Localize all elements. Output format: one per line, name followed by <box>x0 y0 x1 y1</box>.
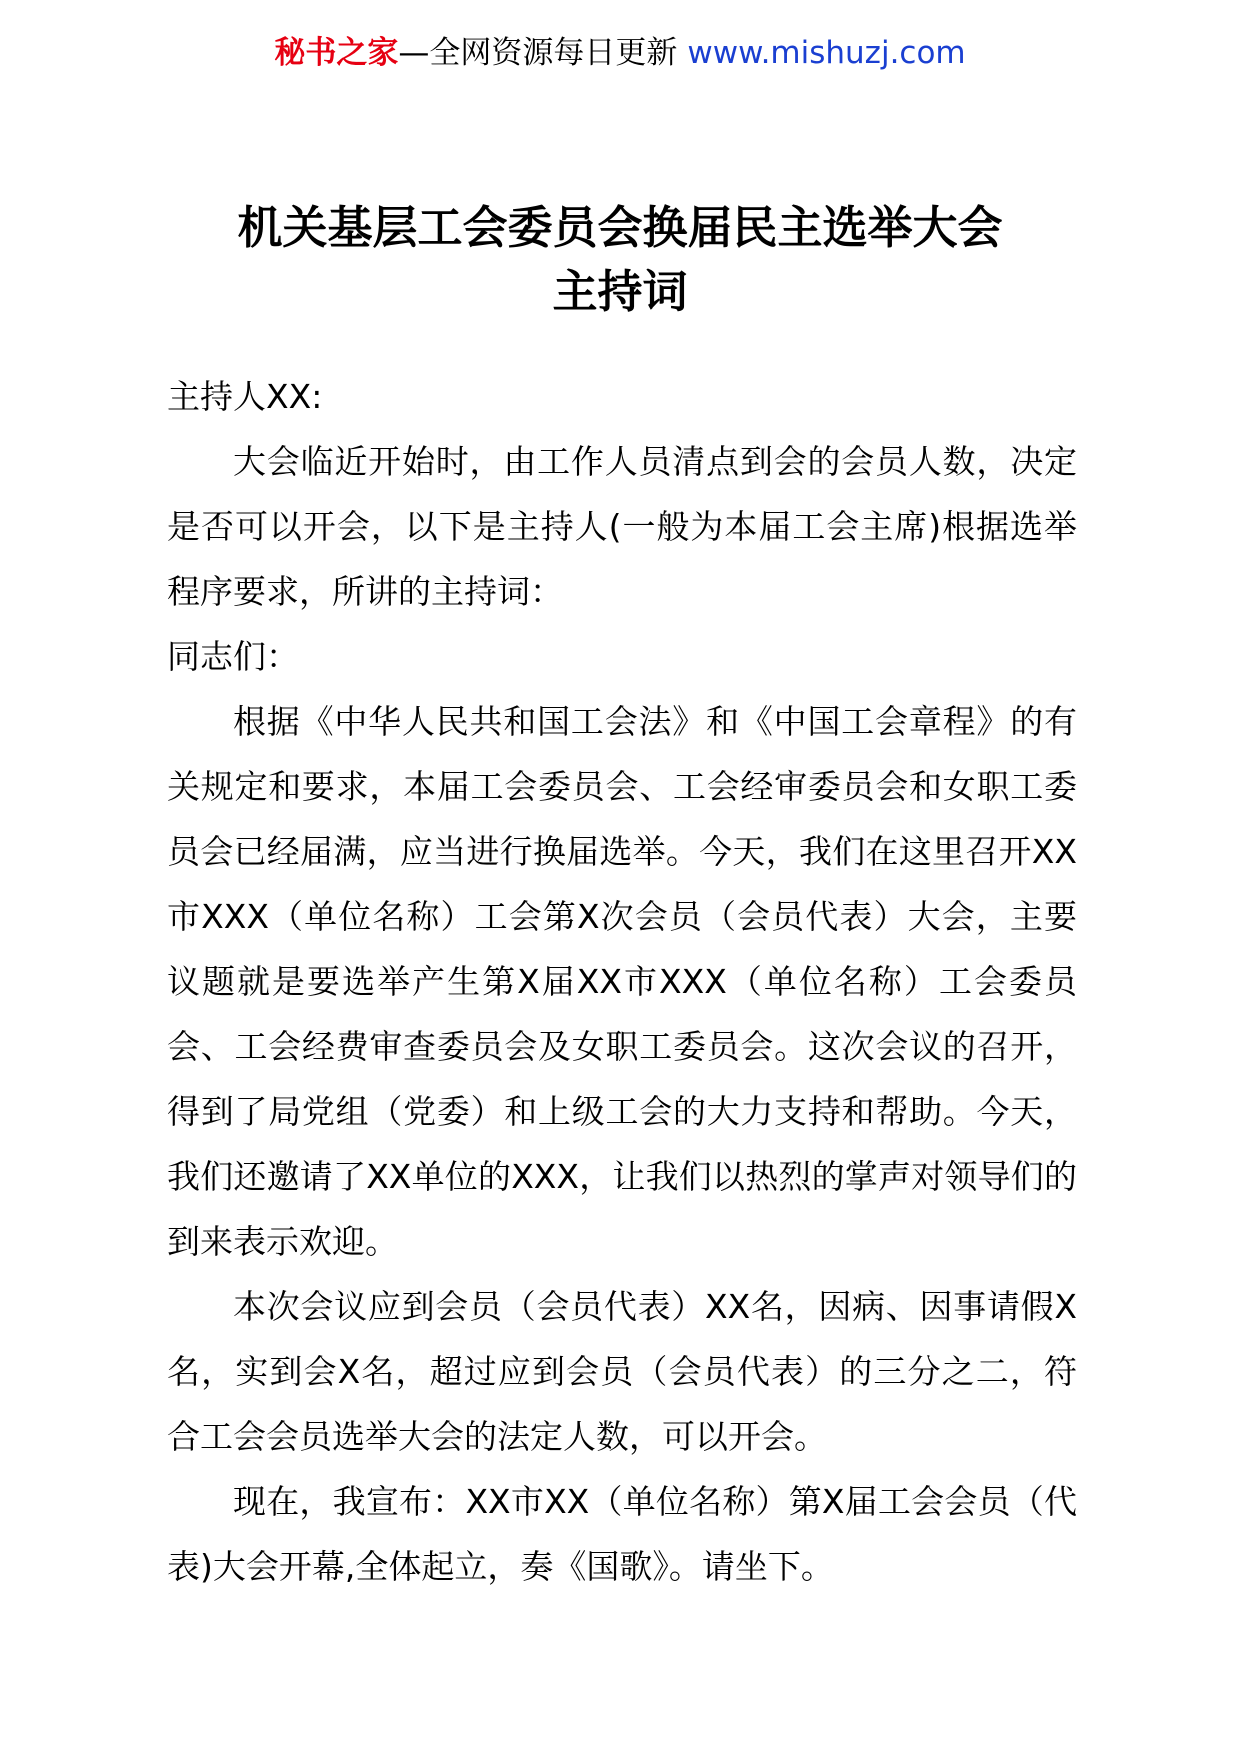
document-title <box>0 196 1240 324</box>
paragraph-background: 根据《中华人民共和国工会法》和《中国工会章程》的有关规定和要求，本届工会委员会、工会经审委员会和女职工委员会已经届满，应当进行换届选举。今天，我们在这里召开XX市XXX（单位名称）工会第X次会员（会员代表）大会，主要议题就是要选举产生第X届XX市XXX（单位名称）工会委员会、工会经费审查委员会及女职工委员会。这次会议的召开，得到了局党组（党委）和上级工会的大力支持和帮助。今天，我们还邀请了XX单位的XXX，让我们以热烈的掌声对领导们的到来表示欢迎。 <box>167 702 1077 1261</box>
greeting: 同志们： <box>167 637 299 676</box>
paragraph-opening: 现在，我宣布：XX市XX（单位名称）第X届工会会员（代表)大会开幕,全体起立，奏《国歌》。请坐下。 <box>167 1482 1077 1586</box>
header-tagline: —全网资源每日更新 <box>398 35 678 71</box>
paragraph-intro: 大会临近开始时，由工作人员清点到会的会员人数，决定是否可以开会，以下是主持人(一般为本届工会主席)根据选举程序要求，所讲的主持词： <box>167 442 1077 611</box>
host-label: 主持人XX: <box>167 377 323 416</box>
website-link[interactable]: www.mishuzj.com <box>687 35 966 71</box>
paragraph-attendance: 本次会议应到会员（会员代表）XX名，因病、因事请假X名，实到会X名，超过应到会员（会员代表）的三分之二，符合工会会员选举大会的法定人数，可以开会。 <box>167 1287 1077 1456</box>
brand-name: 秘书之家 <box>274 35 399 71</box>
title-line-1: 机关基层工会委员会换届民主选举大会 <box>237 201 1003 254</box>
title-line-2: 主持词 <box>552 265 688 318</box>
document-body <box>167 364 1077 1599</box>
site-header <box>0 28 1240 78</box>
